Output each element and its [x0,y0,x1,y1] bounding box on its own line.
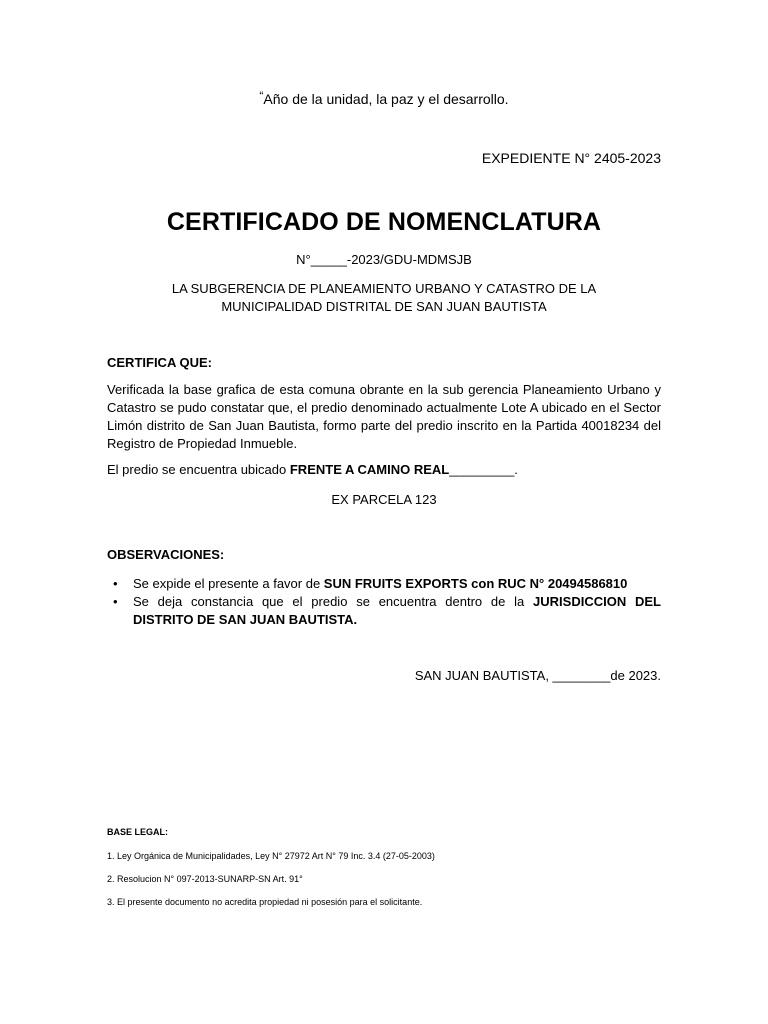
location-statement [107,462,518,477]
motto-text: Año de la unidad, la paz y el desarrollo. [263,91,509,107]
bullet-icon: • [113,594,118,609]
location-prefix: El predio se encuentra ubicado [107,462,290,477]
certifica-heading: CERTIFICA QUE: [107,355,212,370]
location-suffix: _________. [449,462,518,477]
observaciones-heading: OBSERVACIONES: [107,547,225,562]
list-item [107,575,661,593]
base-legal-item: 3. El presente documento no acredita propiedad ni posesión para el solicitante. [107,897,423,907]
issuing-entity-line-1: LA SUBGERENCIA DE PLANEAMIENTO URBANO Y CATASTRO DE LA [171,281,597,296]
motto-open-quote: “ [259,89,264,103]
observation-bold: SUN FRUITS EXPORTS con RUC N° 20494586810 [323,576,628,591]
list-item [107,593,661,629]
document-title: CERTIFICADO DE NOMENCLATURA [166,208,602,236]
observation-text: Se deja constancia que el predio se encuentra dentro de la [133,594,534,609]
certifica-paragraph: Verificada la base grafica de esta comuna obrante en la sub gerencia Planeamiento Urbano y Catastro se pudo constatar que, el predio denominado actualmente Lote A ubicado en el Sector Limón distrito de San Juan Bautista, formo parte del predio inscrito en la Partida 40018234 del Registro de Propiedad Inmueble. [107,382,661,451]
observation-bold: JURISDICCION DEL DISTRITO DE SAN JUAN BAUTISTA. [133,594,661,627]
observaciones-list [107,575,661,629]
place-date-line: SAN JUAN BAUTISTA, ________de 2023. [414,668,661,683]
base-legal-item: 1. Ley Orgánica de Municipalidades, Ley N° 27972 Art N° 79 Inc. 3.4 (27-05-2003) [107,851,435,861]
ex-parcela: EX PARCELA 123 [331,492,437,507]
base-legal-heading: BASE LEGAL: [107,827,169,837]
issuing-entity [0,280,768,316]
certificate-number: N°_____-2023/GDU-MDMSJB [296,252,472,267]
base-legal-item: 2. Resolucion N° 097-2013-SUNARP-SN Art. 91° [107,874,303,884]
issuing-entity-line-2: MUNICIPALIDAD DISTRITAL DE SAN JUAN BAUTISTA [221,299,547,314]
expediente-number: EXPEDIENTE N° 2405-2023 [481,150,661,166]
bullet-icon: • [113,576,118,591]
location-bold: FRENTE A CAMINO REAL [289,462,450,477]
observation-text: Se expide el presente a favor de [133,576,324,591]
motto-line [0,91,768,107]
